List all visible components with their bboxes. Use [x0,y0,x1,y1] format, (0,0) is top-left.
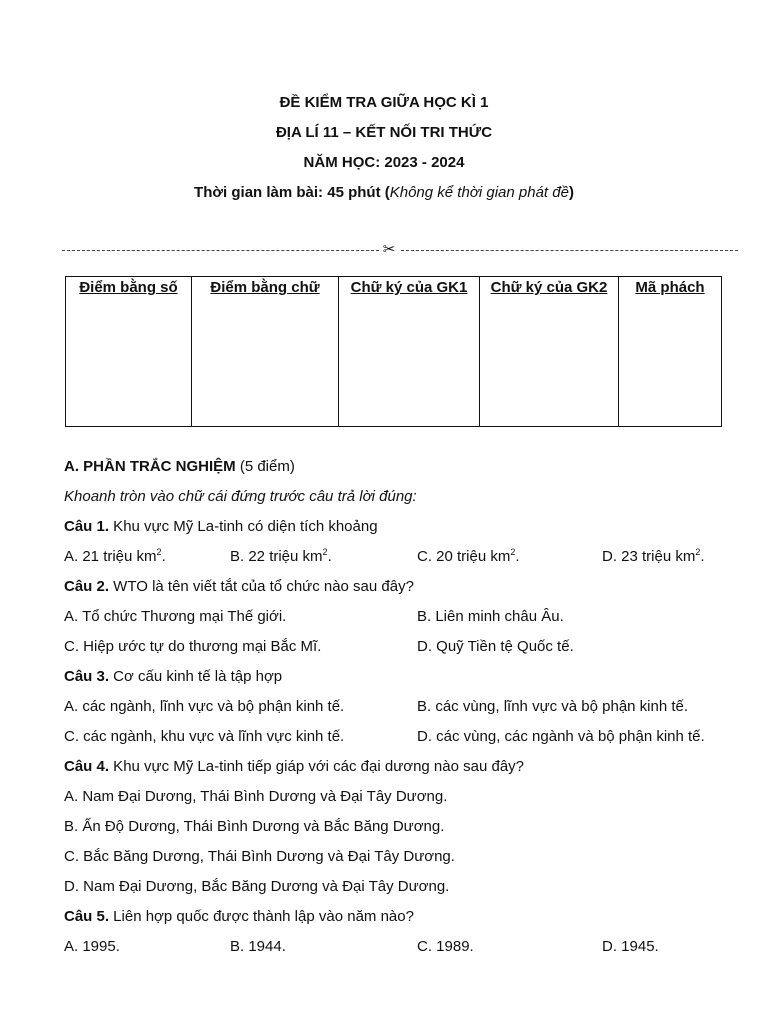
question-5-options [64,936,744,966]
option-b[interactable]: B. Liên minh châu Âu. [417,608,564,625]
option-b[interactable]: B. các vùng, lĩnh vực và bộ phận kinh tế. [417,698,689,715]
question-2-options-row2 [64,636,744,666]
option-a[interactable]: A. 21 triệu $km^2$. [64,547,166,565]
option-a[interactable]: A. các ngành, lĩnh vực và bộ phận kinh tế. [64,698,345,715]
option-d[interactable]: D. các vùng, các ngành và bộ phận kinh tế. [417,728,705,745]
time-limit: Thời gian làm bài: 45 phút (Không kể thời gian phát đề) [194,184,574,201]
candidate-code-cell: Mã phách [619,277,722,427]
time-note: Không kể thời gian phát đề [389,184,569,201]
question-1-options [64,546,744,576]
question-4: Câu 4. Khu vực Mỹ La-tinh tiếp giáp với các đại dương nào sau đây? [64,758,524,775]
option-d[interactable]: D. 23 triệu $km^2$. [602,547,705,565]
exam-header [0,92,768,212]
option-a[interactable]: A. Tổ chức Thương mại Thế giới. [64,608,287,625]
option-d[interactable]: D. Nam Đại Dương, Bắc Băng Dương và Đại Tây Dương. [64,878,450,895]
question-1: Câu 1. Khu vực Mỹ La-tinh có diện tích khoảng [64,518,378,535]
question-2-options-row1 [64,606,744,636]
question-5: Câu 5. Liên hợp quốc được thành lập vào năm nào? [64,908,414,925]
option-c[interactable]: C. 20 triệu $km^2$. [417,547,520,565]
scissors-icon: ✂ [379,240,399,260]
option-a[interactable]: A. 1995. [64,938,120,955]
option-a[interactable]: A. Nam Đại Dương, Thái Bình Dương và Đại Tây Dương. [64,788,448,805]
option-c[interactable]: C. Bắc Băng Dương, Thái Bình Dương và Đại Tây Dương. [64,848,455,865]
option-d[interactable]: D. Quỹ Tiền tệ Quốc tế. [417,638,574,655]
question-2: Câu 2. WTO là tên viết tắt của tổ chức nào sau đây? [64,578,414,595]
exam-subject: ĐỊA LÍ 11 – KẾT NỐI TRI THỨC [275,124,493,141]
question-3: Câu 3. Cơ cấu kinh tế là tập hợp [64,668,283,685]
exam-body [64,456,744,966]
section-heading: A. PHẦN TRẮC NGHIỆM (5 điểm) [64,458,295,475]
examiner2-signature-cell: Chữ ký của GK2 [480,277,619,427]
option-d[interactable]: D. 1945. [602,938,659,955]
option-c[interactable]: C. 1989. [417,938,474,955]
score-words-cell: Điểm bằng chữ [192,277,339,427]
question-3-options-row2 [64,726,744,756]
option-b[interactable]: B. Ấn Độ Dương, Thái Bình Dương và Bắc Băng Dương. [64,818,445,835]
cut-line [62,250,738,251]
exam-title: ĐỀ KIỂM TRA GIỮA HỌC KÌ 1 [279,94,489,111]
score-number-cell: Điểm bằng số [66,277,192,427]
instruction: Khoanh tròn vào chữ cái đứng trước câu trả lời đúng: [64,488,417,505]
examiner1-signature-cell: Chữ ký của GK1 [339,277,480,427]
option-c[interactable]: C. các ngành, khu vực và lĩnh vực kinh tế. [64,728,345,745]
question-3-options-row1 [64,696,744,726]
option-b[interactable]: B. 22 triệu $km^2$. [230,547,332,565]
school-year: NĂM HỌC: 2023 - 2024 [303,154,465,171]
option-b[interactable]: B. 1944. [230,938,286,955]
score-table [65,276,722,427]
option-c[interactable]: C. Hiệp ước tự do thương mại Bắc Mĩ. [64,638,322,655]
